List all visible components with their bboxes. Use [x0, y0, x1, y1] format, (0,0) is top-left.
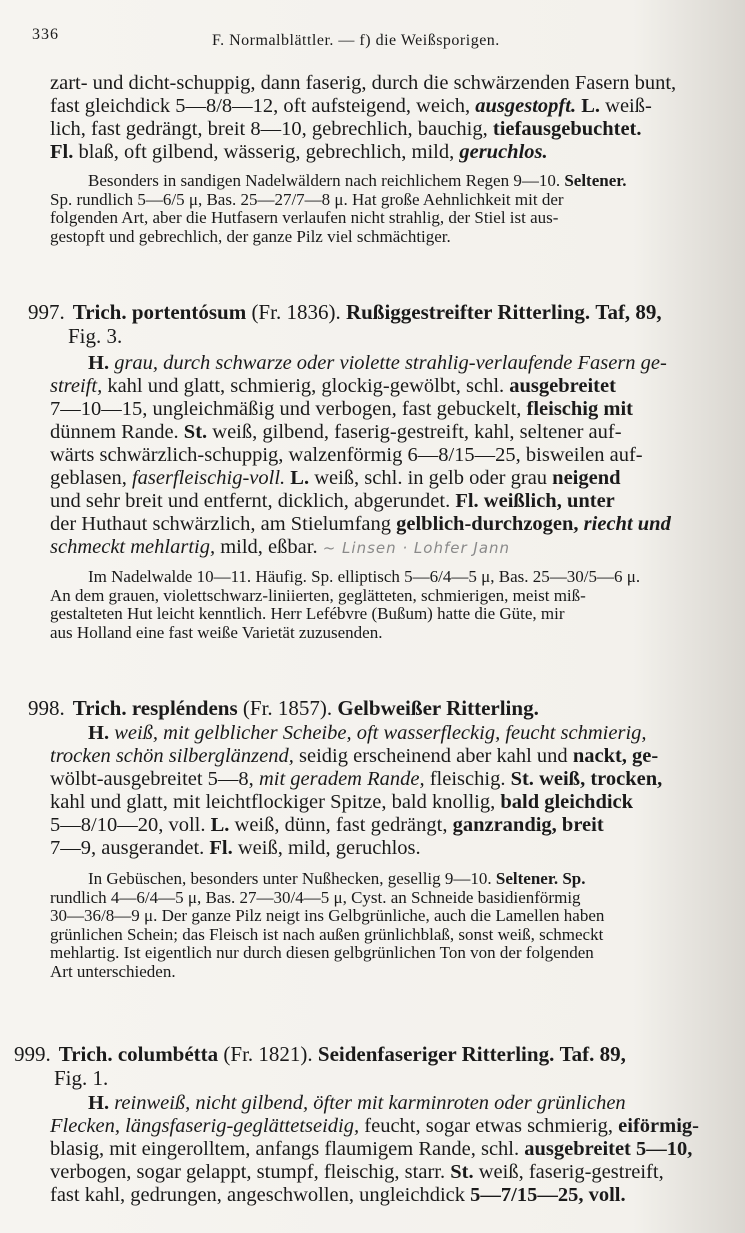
note-line: rundlich 4—6/4—5 μ, Bas. 27—30/4—5 μ, Cyst. an Schneide basidienförmig: [50, 887, 581, 907]
text-line: verbogen, sogar gelappt, stumpf, fleischig, starr. St. weiß, faserig-gestreift,: [50, 1161, 664, 1183]
text-line: lich, fast gedrängt, breit 8—10, gebrechlich, bauchig, tiefausgebuchtet.: [50, 118, 642, 140]
entry-999-heading: [14, 1042, 730, 1090]
text-line: Fl. blaß, oft gilbend, wässerig, gebrechlich, mild, geruchlos.: [50, 141, 548, 163]
entry-996-notes: [50, 172, 730, 246]
note-line: gestopft und gebrechlich, der ganze Pilz viel schmächtiger.: [50, 226, 451, 246]
note-line: Sp. rundlich 5—6/5 μ, Bas. 25—27/7—8 μ. Hat große Aehnlichkeit mit der: [50, 189, 564, 209]
note-line: gestalteten Hut leicht kenntlich. Herr Lefébvre (Bußum) hatte die Güte, mir: [50, 604, 565, 623]
text-line: trocken schön silberglänzend, seidig erscheinend aber kahl und nackt, ge-: [50, 745, 659, 767]
text-line: schmeckt mehlartig, mild, eßbar. ~ Linsen · Lohfer Jann: [50, 536, 511, 558]
figure-reference: Fig. 3.: [68, 324, 123, 348]
note-line: aus Holland eine fast weiße Varietät zuzusenden.: [50, 622, 383, 642]
text-line: streift, kahl und glatt, schmierig, glockig-gewölbt, schl. ausgebreitet: [50, 375, 616, 397]
entry-number: 998.: [28, 696, 65, 720]
text-line: 7—10—15, ungleichmäßig und verbogen, fast gebuckelt, fleischig mit: [50, 398, 633, 420]
figure-reference: Fig. 1.: [54, 1066, 109, 1090]
text-line: der Huthaut schwärzlich, am Stielumfang gelblich-durchzogen, riecht und: [50, 513, 671, 535]
note-line: Besonders in sandigen Nadelwäldern nach reichlichem Regen 9—10. Seltener.: [88, 171, 627, 190]
note-line: Im Nadelwalde 10—11. Häufig. Sp. elliptisch 5—6/4—5 μ, Bas. 25—30/5—6 μ.: [88, 567, 641, 586]
text-line: H. grau, durch schwarze oder violette strahlig-verlaufende Fasern ge-: [88, 352, 667, 374]
text-line: und sehr breit und entfernt, dicklich, abgerundet. Fl. weißlich, unter: [50, 490, 615, 512]
text-line: Flecken, längsfaserig-geglättetseidig, feucht, sogar etwas schmierig, eiförmig-: [50, 1115, 699, 1137]
plate-reference: Taf. 89,: [559, 1042, 626, 1066]
entry-997-description: [50, 352, 730, 560]
text-line: fast kahl, gedrungen, angeschwollen, ungleichdick 5—7/15—25, voll.: [50, 1184, 626, 1206]
species-name: Trich. portentósum: [72, 300, 247, 324]
running-header: [32, 26, 705, 50]
entry-998-description: [50, 722, 730, 860]
species-author: (Fr. 1857).: [242, 696, 333, 720]
text-line: H. weiß, mit gelblicher Scheibe, oft wasserfleckig, feucht schmierig,: [88, 722, 647, 744]
text-line: 7—9, ausgerandet. Fl. weiß, mild, geruchlos.: [50, 837, 421, 859]
entry-number: 997.: [28, 300, 65, 324]
plate-reference: Taf, 89,: [595, 300, 662, 324]
species-author: (Fr. 1836).: [251, 300, 341, 324]
common-name: Rußiggestreifter Ritterling.: [345, 300, 591, 324]
species-name: Trich. respléndens: [72, 696, 238, 720]
note-line: 30—36/8—9 μ. Der ganze Pilz neigt ins Gelbgrünliche, auch die Lamellen haben: [50, 906, 605, 925]
text-line: geblasen, faserfleischig-voll. L. weiß, schl. in gelb oder grau neigend: [50, 467, 621, 489]
species-name: Trich. columbétta: [58, 1042, 219, 1066]
text-line: wärts schwärzlich-schuppig, walzenförmig 6—8/15—25, bisweilen auf-: [50, 444, 643, 466]
common-name: Gelbweißer Ritterling.: [337, 696, 539, 720]
note-line: grünlichen Schein; das Fleisch ist nach außen grünlichblaß, sonst weiß, schmeckt: [50, 924, 604, 944]
text-line: fast gleichdick 5—8/8—12, oft aufsteigend, weich, ausgestopft. L. weiß-: [50, 95, 652, 117]
entry-number: 999.: [14, 1042, 51, 1066]
page-number: 336: [32, 26, 59, 43]
common-name: Seidenfaseriger Ritterling.: [317, 1042, 555, 1066]
species-author: (Fr. 1821).: [223, 1042, 313, 1066]
note-line: An dem grauen, violettschwarz-liniierten, geglätteten, schmierigen, meist miß-: [50, 585, 586, 605]
note-line: folgenden Art, aber die Hutfasern verlaufen nicht strahlig, der Stiel ist aus-: [50, 208, 559, 227]
entry-997-notes: [50, 568, 730, 642]
text-line: 5—8/10—20, voll. L. weiß, dünn, fast gedrängt, ganzrandig, breit: [50, 814, 604, 836]
text-line: wölbt-ausgebreitet 5—8, mit geradem Rande, fleischig. St. weiß, trocken,: [50, 768, 663, 790]
note-line: In Gebüschen, besonders unter Nußhecken, gesellig 9—10. Seltener. Sp.: [88, 869, 586, 888]
text-line: kahl und glatt, mit leichtflockiger Spitze, bald knollig, bald gleichdick: [50, 791, 634, 813]
note-line: mehlartig. Ist eigentlich nur durch diesen gelbgrünlichen Ton von der folgenden: [50, 943, 594, 962]
handwritten-note: ~ Linsen · Lohfer Jann: [322, 539, 511, 557]
text-line: blasig, mit eingerolltem, anfangs flaumigem Rande, schl. ausgebreitet 5—10,: [50, 1138, 693, 1160]
text-line: dünnem Rande. St. weiß, gilbend, faserig-gestreift, kahl, seltener auf-: [50, 421, 622, 443]
entry-999-description: [50, 1092, 730, 1207]
text-line: H. reinweiß, nicht gilbend, öfter mit karminroten oder grünlichen: [88, 1092, 626, 1114]
entry-997-heading: [28, 300, 730, 348]
text-line: zart- und dicht-schuppig, dann faserig, durch die schwärzenden Fasern bunt,: [50, 72, 677, 94]
entry-996-continuation: [50, 72, 730, 164]
entry-998-heading: [28, 696, 730, 720]
note-line: Art unterschieden.: [50, 961, 176, 981]
entry-998-notes: [50, 870, 730, 981]
running-title: F. Normalblättler. — f) die Weißsporigen.: [212, 32, 500, 49]
